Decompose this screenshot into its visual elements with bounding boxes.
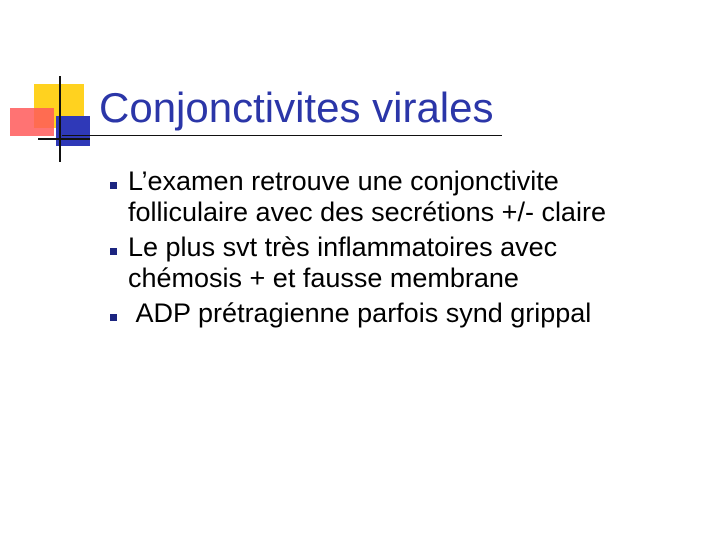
bullet-text: Le plus svt très inflammatoires avec chémosis + et fausse membrane bbox=[128, 232, 558, 293]
logo-blue-square bbox=[56, 116, 90, 146]
title-underline bbox=[62, 135, 502, 136]
bullet-list bbox=[110, 166, 710, 333]
square-bullet-icon bbox=[110, 182, 117, 189]
bullet-item bbox=[110, 298, 710, 329]
square-bullet-icon bbox=[110, 314, 117, 321]
logo-red-square bbox=[10, 108, 54, 136]
bullet-item bbox=[110, 232, 710, 294]
bullet-item bbox=[110, 166, 710, 228]
square-bullet-icon bbox=[110, 248, 117, 255]
bullet-text: L’examen retrouve une conjonctivite folliculaire avec des secrétions +/- claire bbox=[128, 166, 606, 227]
bullet-text: ADP prétragienne parfois synd grippal bbox=[128, 298, 592, 328]
logo-horizontal-line bbox=[38, 138, 90, 140]
slide-title: Conjonctivites virales bbox=[99, 84, 494, 131]
logo-vertical-line bbox=[59, 76, 61, 162]
